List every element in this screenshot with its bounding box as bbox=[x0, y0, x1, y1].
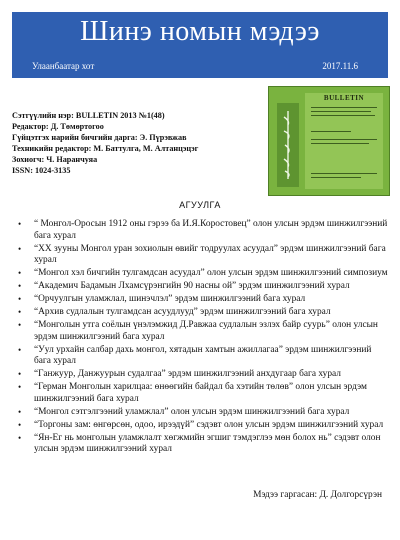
cover-text-line bbox=[311, 139, 377, 140]
list-item bbox=[18, 345, 390, 368]
list-item bbox=[18, 219, 390, 242]
list-item-text: “Архив судлалын тулгамдсан асуудлууд” эрдэм шинжилгээний бага хурал bbox=[34, 307, 331, 317]
list-item bbox=[18, 420, 390, 432]
list-item-text: “XX зууны Монгол уран зохиолын өвийг тодруулах асуудал” эрдэм шинжилгээний бага хурал bbox=[34, 243, 386, 265]
list-item bbox=[18, 369, 390, 381]
list-item-text: “Торгоны зам: өнгөрсөн, одоо, ирээдүй” сэдэвт олон улсын эрдэм шинжилгээний хурал bbox=[34, 419, 384, 430]
bullet-icon: • bbox=[18, 307, 22, 317]
meta-line: Сэтгүүлийн нэр: BULLETIN 2013 №1(48) bbox=[12, 111, 165, 120]
bullet-icon: • bbox=[18, 219, 22, 229]
bullet-icon: • bbox=[18, 281, 22, 291]
meta-line: Техникийн редактор: М. Баттулга, М. Алтанцэцэг bbox=[12, 144, 199, 153]
signature-line: Мэдээ гаргасан: Д. Долгорсүрэн bbox=[253, 490, 382, 500]
meta-line: Редактор: Д. Төмөртогоо bbox=[12, 122, 104, 131]
list-item-text: “Герман Монголын харилцаа: өнөөгийн байдал ба хэтийн төлөв” олон улсын эрдэм шинжилгээний бага хурал bbox=[34, 382, 367, 404]
bullet-icon: • bbox=[18, 382, 22, 392]
list-item-text: “Ян-Ег нь монголын уламжлалт хөгжмийн эгшиг тэмдэглээ мөн болох нь” сэдэвт олон улсын эрдэм шинжилгээний хурал bbox=[34, 432, 381, 454]
cover-text-line bbox=[311, 177, 361, 178]
bullet-icon: • bbox=[18, 419, 22, 430]
date-label: 2017.11.6 bbox=[322, 61, 358, 71]
cover-text-line bbox=[311, 143, 369, 144]
list-item-text: “Ганжуур, Данжуурын судалгаа” эрдэм шинжилгээний анхдугаар бага хурал bbox=[34, 369, 341, 379]
contents-list bbox=[18, 219, 390, 457]
contents-heading: АГУУЛГА bbox=[179, 200, 221, 210]
list-item-text: “Орчуулгын уламжлал, шинэчлэл” эрдэм шинжилгээний бага хурал bbox=[34, 294, 306, 304]
list-item bbox=[18, 382, 390, 405]
meta-line: ISSN: 1024-3135 bbox=[12, 166, 71, 175]
list-item bbox=[18, 433, 390, 456]
list-item bbox=[18, 268, 390, 280]
cover-text-line bbox=[311, 131, 351, 132]
meta-line: Гүйцэтгэх нарийн бичгийн дарга: Э. Пүрэвжав bbox=[12, 133, 187, 142]
publication-meta bbox=[12, 110, 262, 176]
list-item bbox=[18, 281, 390, 293]
cover-image bbox=[268, 86, 390, 196]
list-item bbox=[18, 307, 390, 319]
cover-text-line bbox=[311, 115, 375, 116]
page-title: Шинэ номын мэдээ bbox=[80, 16, 320, 47]
bullet-icon: • bbox=[18, 432, 22, 443]
cover-text-line bbox=[311, 173, 377, 174]
bullet-icon: • bbox=[18, 294, 22, 304]
header-banner bbox=[12, 12, 388, 78]
list-item bbox=[18, 244, 390, 267]
list-item-text: “Уул урхайн салбар дахь монгол, хятадын хамтын ажиллагаа” эрдэм шинжилгээний бага хурал bbox=[34, 344, 372, 366]
list-item-text: “Монгол сэтгэлгээний уламжлал” олон улсын эрдэм шинжилгээний бага хурал bbox=[34, 406, 350, 417]
bullet-icon: • bbox=[18, 320, 22, 330]
cover-title: BULLETIN bbox=[323, 94, 365, 102]
list-item bbox=[18, 320, 390, 343]
list-item bbox=[18, 294, 390, 306]
mongolian-script-icon bbox=[281, 109, 295, 181]
bullet-icon: • bbox=[18, 344, 22, 355]
bullet-icon: • bbox=[18, 369, 22, 379]
list-item-text: “Монголын утга соёлын үнэлэмжид Д.Равжаа судлалын эзлэх байр суурь” олон улсын эрдэм шинжилгээний бага хурал bbox=[34, 320, 378, 342]
meta-line: Зохиогч: Ч. Наранчуяа bbox=[12, 155, 98, 164]
list-item-text: “Монгол хэл бичгийн тулгамдсан асуудал” олон улсын эрдэм шинжилгээний симпозиум bbox=[34, 268, 388, 278]
cover-text-line bbox=[311, 111, 371, 112]
bullet-icon: • bbox=[18, 243, 22, 254]
cover-text-line bbox=[311, 107, 377, 108]
bullet-icon: • bbox=[18, 406, 22, 417]
list-item-text: “ Монгол-Оросын 1912 оны гэрээ ба И.Я.Коростовец” олон улсын эрдэм шинжилгээний бага хурал bbox=[34, 219, 388, 241]
list-item bbox=[18, 407, 390, 419]
bullet-icon: • bbox=[18, 268, 22, 278]
place-label: Улаанбаатар хот bbox=[32, 61, 95, 71]
list-item-text: “Академич Бадамын Лхамсүрэнгийн 90 насны ой” эрдэм шинжилгээний хурал bbox=[34, 281, 350, 291]
